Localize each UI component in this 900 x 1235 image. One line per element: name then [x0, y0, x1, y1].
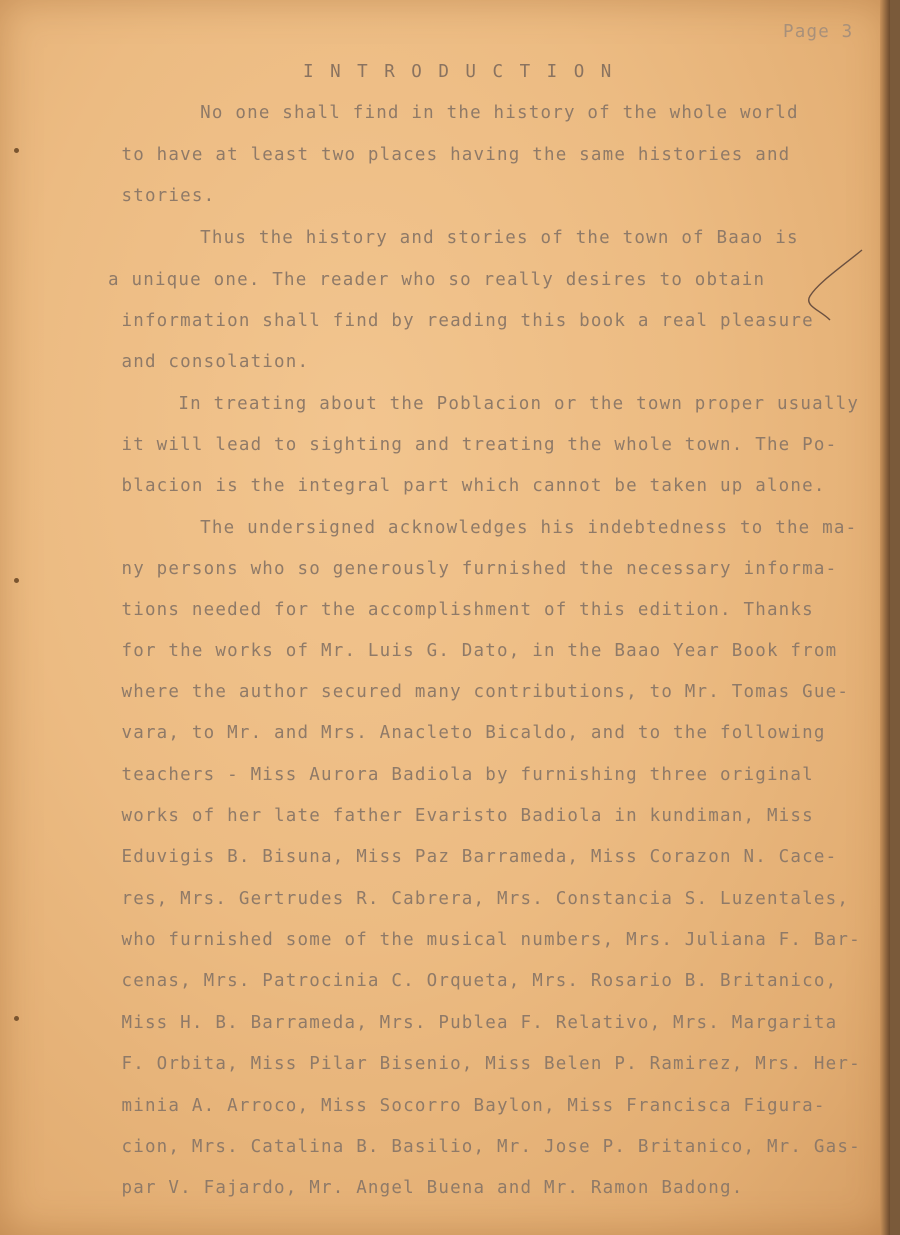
text-line: Eduvigis B. Bisuna, Miss Paz Barrameda, Miss Corazon N. Cace-: [98, 847, 838, 867]
text-line: vara, to Mr. and Mrs. Anacleto Bicaldo, and to the following: [98, 723, 826, 743]
text-line: information shall find by reading this book a real pleasure: [98, 311, 814, 331]
text-line: ny persons who so generously furnished the necessary informa-: [98, 559, 838, 579]
text-line: and consolation.: [98, 352, 310, 372]
text-line: No one shall find in the history of the whole world: [118, 103, 799, 123]
text-line: minia A. Arroco, Miss Socorro Baylon, Miss Francisca Figura-: [98, 1096, 826, 1116]
page-edge: [880, 0, 890, 1235]
text-line: for the works of Mr. Luis G. Dato, in the Baao Year Book from: [98, 641, 838, 661]
text-line: who furnished some of the musical numbers, Mrs. Juliana F. Bar-: [98, 930, 861, 950]
text-line: par V. Fajardo, Mr. Angel Buena and Mr. Ramon Badong.: [98, 1178, 744, 1198]
binding-hole: [14, 578, 19, 583]
text-line: cenas, Mrs. Patrocinia C. Orqueta, Mrs. Rosario B. Britanico,: [98, 971, 838, 991]
text-line: stories.: [98, 186, 216, 206]
text-line: cion, Mrs. Catalina B. Basilio, Mr. Jose P. Britanico, Mr. Gas-: [98, 1137, 861, 1157]
text-line: The undersigned acknowledges his indebtedness to the ma-: [118, 518, 858, 538]
text-line: where the author secured many contributions, to Mr. Tomas Gue-: [98, 682, 850, 702]
binding-hole: [14, 1016, 19, 1021]
text-line: Miss H. B. Barrameda, Mrs. Publea F. Relativo, Mrs. Margarita: [98, 1013, 838, 1033]
text-line: teachers - Miss Aurora Badiola by furnishing three original: [98, 765, 814, 785]
text-line: Thus the history and stories of the town of Baao is: [118, 228, 799, 248]
page-title: I N T R O D U C T I O N: [303, 62, 615, 82]
text-line: In treating about the Poblacion or the town proper usually: [108, 394, 860, 414]
binding-hole: [14, 148, 19, 153]
text-line: tions needed for the accomplishment of this edition. Thanks: [98, 600, 814, 620]
text-line: a unique one. The reader who so really desires to obtain: [108, 270, 766, 290]
text-line: F. Orbita, Miss Pilar Bisenio, Miss Belen P. Ramirez, Mrs. Her-: [98, 1054, 861, 1074]
page-number: Page 3: [783, 22, 854, 42]
text-line: blacion is the integral part which cannot be taken up alone.: [98, 476, 826, 496]
text-line: works of her late father Evaristo Badiola in kundiman, Miss: [98, 806, 814, 826]
text-line: it will lead to sighting and treating the whole town. The Po-: [98, 435, 838, 455]
text-line: res, Mrs. Gertrudes R. Cabrera, Mrs. Constancia S. Luzentales,: [98, 889, 850, 909]
text-line: to have at least two places having the same histories and: [98, 145, 791, 165]
